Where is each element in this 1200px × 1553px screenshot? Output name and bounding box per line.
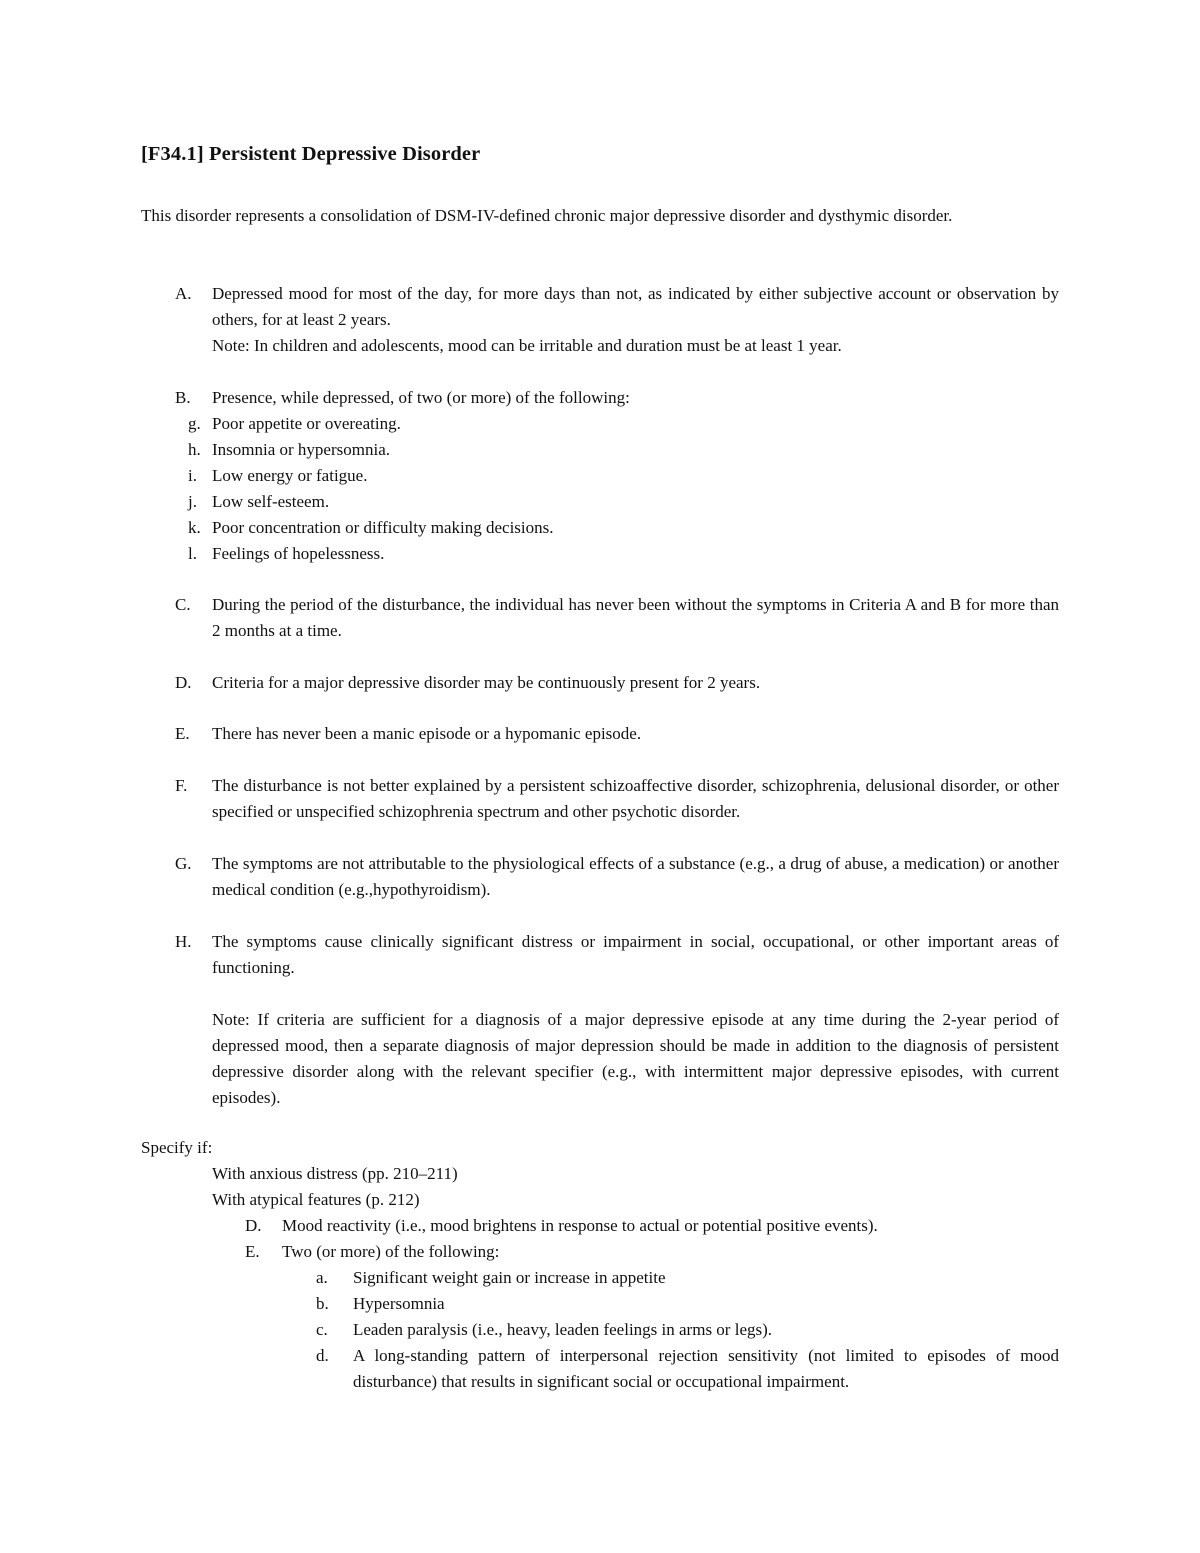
list-item <box>141 1343 1059 1395</box>
list-item <box>141 463 1059 489</box>
list-item <box>141 489 1059 515</box>
list-item-label: j. <box>188 492 197 511</box>
list-item-text: Low self-esteem. <box>212 492 330 511</box>
criterion-g <box>141 851 1059 903</box>
list-item <box>141 1239 1059 1265</box>
criterion-letter: E. <box>175 724 190 743</box>
intro-paragraph: This disorder represents a consolidation of DSM-IV-defined chronic major depressive disorder and dysthymic disorder. <box>141 206 953 225</box>
criterion-text: Depressed mood for most of the day, for more days than not, as indicated by either subjective account or observation by others, for at least 2 years. <box>212 284 1059 329</box>
criterion-note: Note: If criteria are sufficient for a diagnosis of a major depressive episode at any time during the 2-year period of depressed mood, then a separate diagnosis of major depression should be made in addition to the diagnosis of persistent depressive disorder along with the relevant specifier (e.g., with intermittent major depressive episodes, with current episodes). <box>212 1010 1059 1107</box>
criterion-d <box>141 670 1059 696</box>
list-item <box>141 1265 1059 1291</box>
criterion-text: The symptoms are not attributable to the physiological effects of a substance (e.g., a drug of abuse, a medication) or another medical condition (e.g.,hypothyroidism). <box>212 854 1059 899</box>
list-item-text: Significant weight gain or increase in appetite <box>353 1268 666 1287</box>
list-item-label: g. <box>188 414 201 433</box>
list-item-text: Feelings of hopelessness. <box>212 544 385 563</box>
criterion-text: Criteria for a major depressive disorder may be continuously present for 2 years. <box>212 673 761 692</box>
criterion-letter: G. <box>175 854 192 873</box>
criterion-c <box>141 592 1059 644</box>
criterion-text: The symptoms cause clinically significant distress or impairment in social, occupational, or other important areas of functioning. <box>212 932 1059 977</box>
specifier-line: With atypical features (p. 212) <box>212 1190 420 1209</box>
specifier-section <box>141 1135 1059 1395</box>
criterion-text: There has never been a manic episode or a hypomanic episode. <box>212 724 642 743</box>
symptom-list <box>141 411 1059 567</box>
criterion-e <box>141 721 1059 747</box>
criterion-letter: F. <box>175 776 188 795</box>
criterion-letter: D. <box>175 673 192 692</box>
specifier-heading: Specify if: <box>141 1138 213 1157</box>
criterion-b <box>141 385 1059 567</box>
list-item-label: E. <box>245 1242 260 1261</box>
list-item-label: d. <box>316 1346 329 1365</box>
criterion-h-note <box>141 1007 1059 1111</box>
list-item-text: Poor concentration or difficulty making decisions. <box>212 518 554 537</box>
criterion-letter: B. <box>175 388 191 407</box>
list-item-text: Insomnia or hypersomnia. <box>212 440 390 459</box>
list-item <box>141 1317 1059 1343</box>
criterion-h <box>141 929 1059 981</box>
list-item-text: Low energy or fatigue. <box>212 466 368 485</box>
criterion-letter: C. <box>175 595 191 614</box>
list-item-label: k. <box>188 518 201 537</box>
list-item-text: Leaden paralysis (i.e., heavy, leaden feelings in arms or legs). <box>353 1320 773 1339</box>
list-item-text: Poor appetite or overeating. <box>212 414 401 433</box>
criterion-text: Presence, while depressed, of two (or more) of the following: <box>212 388 630 407</box>
criterion-letter: A. <box>175 284 192 303</box>
list-item-label: b. <box>316 1294 329 1313</box>
criterion-f <box>141 773 1059 825</box>
list-item-label: h. <box>188 440 201 459</box>
list-item-label: c. <box>316 1320 328 1339</box>
page-title: [F34.1] Persistent Depressive Disorder <box>141 143 481 165</box>
list-item-label: l. <box>188 544 197 563</box>
list-item-text: Mood reactivity (i.e., mood brightens in response to actual or potential positive events). <box>282 1216 878 1235</box>
list-item <box>141 1291 1059 1317</box>
list-item-text: Two (or more) of the following: <box>282 1242 500 1261</box>
list-item-label: a. <box>316 1268 328 1287</box>
criterion-text: During the period of the disturbance, the individual has never been without the symptoms in Criteria A and B for more than 2 months at a time. <box>212 595 1059 640</box>
list-item-text: Hypersomnia <box>353 1294 445 1313</box>
list-item <box>141 1213 1059 1239</box>
criterion-note: Note: In children and adolescents, mood can be irritable and duration must be at least 1 year. <box>212 336 842 355</box>
criterion-text: The disturbance is not better explained by a persistent schizoaffective disorder, schizophrenia, delusional disorder, or other specified or unspecified schizophrenia spectrum and other psychotic disorder. <box>212 776 1059 821</box>
list-item-label: D. <box>245 1216 262 1235</box>
list-item-label: i. <box>188 466 197 485</box>
criterion-a <box>141 281 1059 359</box>
list-item <box>141 437 1059 463</box>
list-item <box>141 411 1059 437</box>
specifier-line: With anxious distress (pp. 210–211) <box>212 1164 458 1183</box>
list-item-text: A long-standing pattern of interpersonal rejection sensitivity (not limited to episodes of mood disturbance) that results in significant social or occupational impairment. <box>353 1346 1059 1391</box>
list-item <box>141 541 1059 567</box>
criterion-letter: H. <box>175 932 192 951</box>
list-item <box>141 515 1059 541</box>
